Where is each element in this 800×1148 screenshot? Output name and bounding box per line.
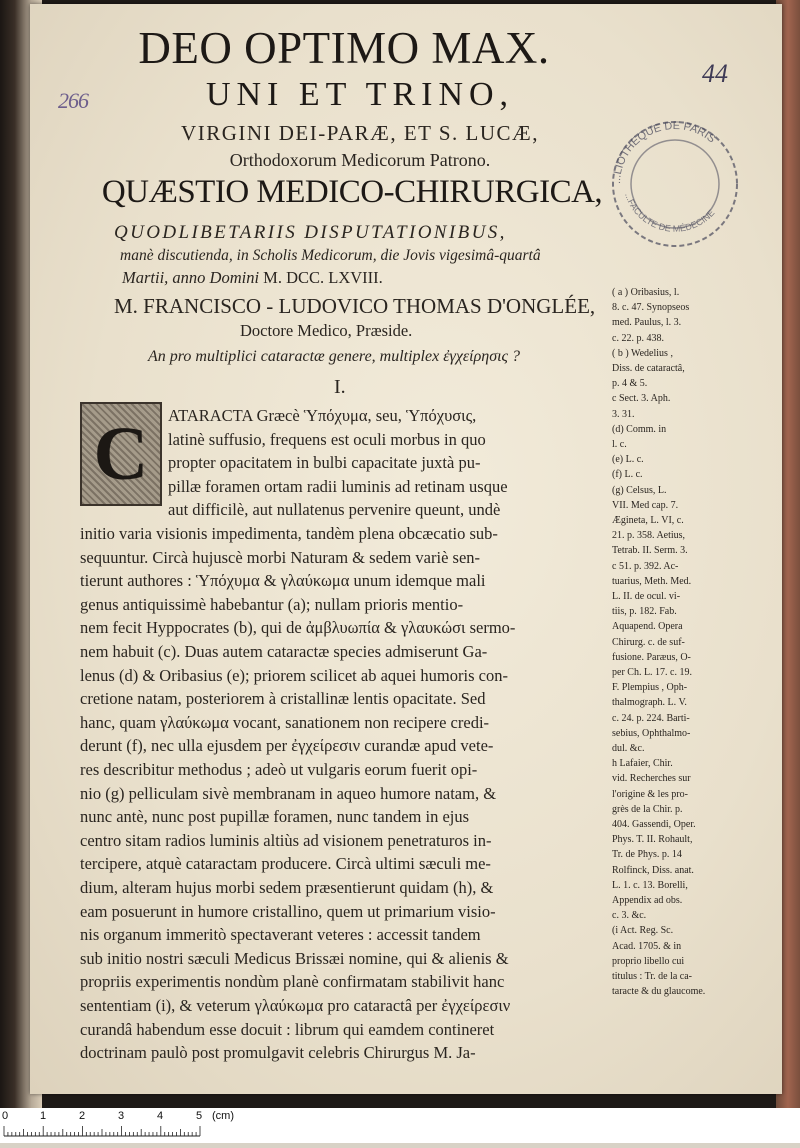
title-virgini: VIRGINI DEI-PARÆ, ET S. LUCÆ,	[181, 121, 539, 145]
body-line: aut difficilè, aut nullatenus pervenire queunt, undè	[168, 500, 501, 520]
ruler-unit: (cm)	[212, 1110, 234, 1122]
side-note-line: Acad. 1705. & in	[612, 940, 682, 952]
side-note-line: Rolfinck, Diss. anat.	[612, 864, 694, 876]
praeses-title: Doctore Medico, Præside.	[240, 321, 413, 340]
document-page	[30, 4, 782, 1094]
side-note-line: (d) Comm. in	[612, 423, 667, 435]
side-note-line: Chirurg. c. de suf-	[612, 636, 685, 648]
side-note-line: c Sect. 3. Aph.	[612, 393, 671, 405]
side-note-line: l. c.	[612, 439, 627, 450]
side-note-line: ( a ) Oribasius, l.	[612, 287, 680, 298]
stamp-bottom-text: ...FACULTE DE MÉDECINE	[623, 191, 717, 234]
body-line: propriis experimentis nondùm planè confirmatam stabilivit hanc	[80, 972, 505, 992]
title-uni-et-trino: UNI ET TRINO,	[205, 76, 515, 113]
intro-mane: manè discutienda, in Scholis Medicorum, die Jovis vigesimâ-quartâ	[120, 247, 541, 264]
title-orthodoxorum: Orthodoxorum Medicorum Patrono.	[229, 150, 491, 170]
side-note-line: Aquapend. Opera	[612, 621, 683, 633]
body-line: doctrinam paulò post promulgavit celebris Chirurgus M. Ja-	[80, 1043, 476, 1063]
thesis-question: An pro multiplici cataractæ genere, multiplex ἐγχείρησις ?	[148, 348, 521, 365]
side-note-line: proprio libello cui	[612, 955, 685, 967]
intro-date-year: M. DCC. LXVIII.	[259, 268, 383, 287]
side-note-line: Appendix ad obs.	[612, 895, 683, 906]
body-line: genus antiquissimè habebantur (a); nullam prioris mentio-	[80, 594, 464, 614]
intro-quodlibetariis: QUODLIBETARIIS DISPUTATIONIBUS,	[114, 222, 507, 243]
svg-text:...FACULTE DE MÉDECINE	[623, 192, 716, 234]
body-line: nunc antè, nunc post pupillæ foramen, nunc tandem in ejus	[80, 807, 470, 827]
manuscript-number-left: 266	[58, 88, 88, 113]
side-note-line: grès de la Chir. p.	[612, 803, 683, 815]
side-note-line: taracte & du glaucome.	[612, 986, 706, 998]
side-note-line: fusione. Paræus, O-	[612, 651, 691, 663]
side-note-line: h Lafaier, Chir.	[612, 758, 673, 770]
side-note-line: thalmograph. L. V.	[612, 697, 687, 709]
side-note-line: (g) Celsus, L.	[612, 484, 667, 496]
side-note-line: 8. c. 47. Synopseos	[612, 302, 690, 314]
body-line: propter opacitatem in bulbi capacitate juxtà pu-	[168, 453, 481, 473]
side-note-line: p. 4 & 5.	[612, 378, 648, 390]
title-quaestio: QUÆSTIO MEDICO-CHIRURGICA,	[101, 174, 603, 210]
body-line: hanc, quam γλαύκωμα vocant, sanationem non recipere credi-	[80, 712, 490, 732]
library-stamp	[600, 104, 750, 254]
body-line: centro sitam radios luminis altiùs ad visionem penetraturos in-	[80, 830, 492, 850]
side-note-line: ( b ) Wedelius ,	[612, 347, 673, 359]
side-note-line: F. Plempius , Oph-	[612, 682, 688, 694]
svg-text:...LIOTHEQUE DE PARIS	[611, 120, 717, 184]
side-note-line: 21. p. 358. Aetius,	[612, 530, 686, 542]
body-line: latinè suffusio, frequens est oculi morbus in quo	[168, 429, 486, 449]
side-note-line: Phys. T. II. Rohault,	[612, 834, 693, 846]
section-number: I.	[334, 376, 346, 398]
body-line: ATARACTA Græcè Ὑπόχυμα, seu, Ὑπόχυσις,	[168, 406, 477, 425]
side-note-line: 3. 31.	[612, 408, 635, 420]
drop-cap-ornament	[80, 402, 162, 506]
side-note-line: Diss. de cataractâ,	[612, 363, 685, 374]
side-note-line: Tetrab. II. Serm. 3.	[612, 545, 688, 557]
body-line: curandâ habendum esse docuit : librum qui eamdem contineret	[80, 1019, 495, 1039]
body-line: lenus (d) & Oribasius (e); priorem scilicet ab aquei humoris con-	[80, 665, 508, 685]
body-line: sententiam (i), & veterum γλαύκωμα pro cataractâ per ἐγχείρεσιν	[80, 996, 511, 1015]
side-note-line: (f) L. c.	[612, 469, 643, 481]
body-line: derunt (f), nec ulla ejusdem per ἐγχείρεσιν curandæ apud vete-	[80, 736, 494, 756]
ruler-label-0: 0	[2, 1110, 9, 1122]
side-note-line: (e) L. c.	[612, 454, 644, 466]
side-note-line: 404. Gassendi, Oper.	[612, 819, 696, 830]
praeses-name: M. FRANCISCO - LUDOVICO THOMAS D'ONGLÉE,	[114, 294, 596, 318]
side-note-line: titulus : Tr. de la ca-	[612, 971, 692, 982]
intro-date-line	[122, 268, 383, 288]
title-deo-optimo: DEO OPTIMO MAX.	[138, 23, 550, 73]
side-note-line: c. 24. p. 224. Barti-	[612, 712, 690, 724]
body-line: sequuntur. Circà hujuscè morbi Naturam & sedem variè sen-	[80, 547, 481, 567]
side-note-line: dul. &c.	[612, 743, 645, 754]
body-line: tercipere, atquè cataractam producere. Circà ultimi sæculi me-	[80, 854, 491, 874]
side-note-line: tuarius, Meth. Med.	[612, 575, 692, 587]
ruler-label-3: 3	[118, 1110, 125, 1122]
stamp-top-text: ...LIOTHEQUE DE PARIS	[610, 119, 718, 185]
ruler-label-2: 2	[79, 1110, 86, 1122]
manuscript-number-right: 44	[702, 59, 728, 88]
side-note-line: L. II. de ocul. vi-	[612, 591, 681, 602]
side-note-line: per Ch. L. 17. c. 19.	[612, 667, 692, 678]
body-line: eam posuerunt in humore cristallino, quem ut primarium visio-	[80, 901, 496, 921]
side-note-line: L. 1. c. 13. Borelli,	[612, 879, 688, 891]
body-line: pillæ foramen ortam radii luminis ad retinam usque	[168, 476, 508, 496]
body-line: tierunt authores : Ὑπόχυμα & γλαύκωμα unum idemque mali	[80, 571, 486, 591]
body-line: nem fecit Hyppocrates (b), qui de ἀμβλυωπία & γλαυκώσι sermo-	[80, 618, 516, 638]
ruler-label-5: 5	[196, 1110, 203, 1122]
side-note-line: VII. Med cap. 7.	[612, 499, 679, 511]
side-note-line: c. 3. &c.	[612, 910, 647, 922]
side-note-line: vid. Recherches sur	[612, 773, 691, 785]
side-note-line: c 51. p. 392. Ac-	[612, 560, 679, 572]
body-line: nem habuit (c). Duas autem cataractæ species admiserunt Ga-	[80, 642, 488, 661]
side-note-line: Ægineta, L. VI, c.	[612, 515, 684, 526]
body-line: initio varia visionis impedimenta, tandèm plena obcæcatio sub-	[80, 524, 498, 543]
body-line: dium, alteram hujus morbi sedem præsentierunt quidam (h), &	[80, 878, 494, 897]
body-line: nis organum immeritò spectaverant veteres : accessit tandem	[80, 925, 481, 945]
body-line: nio (g) pelliculam sivè membranam in aqueo humore natam, &	[80, 783, 497, 803]
intro-date-italic: Martii, anno Domini	[122, 268, 260, 287]
drop-cap-letter: C	[93, 412, 149, 496]
side-note-line: sebius, Ophthalmo-	[612, 727, 691, 739]
ruler-label-1: 1	[40, 1110, 47, 1122]
body-line: res describitur methodus ; adeò ut vulgaris eorum fuerit opi-	[80, 760, 478, 779]
side-note-line: c. 22. p. 438.	[612, 332, 664, 344]
side-note-line: (i Act. Reg. Sc.	[612, 925, 674, 937]
body-line: cretione natam, posteriorem à cristallinæ lentis opacitate. Sed	[80, 689, 486, 709]
body-line: sub initio nostri sæculi Medicus Brissæi nomine, qui & alienis &	[80, 948, 509, 968]
side-note-line: Tr. de Phys. p. 14	[612, 849, 682, 861]
side-note-line: med. Paulus, l. 3.	[612, 317, 682, 329]
ruler-label-4: 4	[157, 1110, 164, 1122]
side-note-line: tiis, p. 182. Fab.	[612, 606, 677, 618]
side-note-line: l'origine & les pro-	[612, 788, 688, 800]
